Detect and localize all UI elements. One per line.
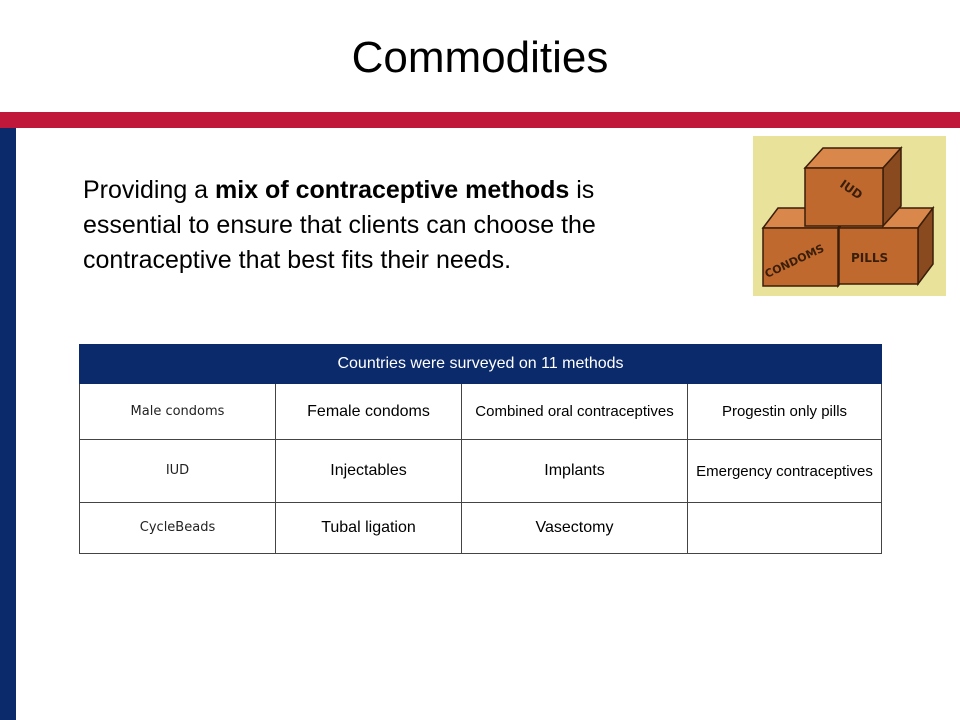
table-cell: Combined oral contraceptives: [462, 384, 688, 440]
table-cell: CycleBeads: [80, 503, 276, 554]
condoms-box-label: CONDOMS: [762, 241, 827, 281]
iud-box: [805, 148, 901, 226]
table-cell: IUD: [80, 440, 276, 503]
iud-box-label: IUD: [837, 176, 866, 203]
table-cell: Female condoms: [276, 384, 462, 440]
intro-text-end: is essential to ensure that clients can choose the contraceptive that best fits their needs.: [83, 176, 596, 274]
table-row: [80, 503, 882, 554]
table-header-row: [80, 345, 882, 384]
table-header: Countries were surveyed on 11 methods: [80, 345, 882, 384]
table-cell: Implants: [462, 440, 688, 503]
table-cell: Injectables: [276, 440, 462, 503]
intro-text-bold: mix of contraceptive methods: [215, 176, 570, 204]
table-row: [80, 440, 882, 503]
table-row: [80, 384, 882, 440]
pills-box-label: PILLS: [851, 251, 889, 265]
contraceptive-boxes-illustration: [753, 136, 946, 296]
table-cell: Vasectomy: [462, 503, 688, 554]
table-cell: Tubal ligation: [276, 503, 462, 554]
red-divider-band: [0, 112, 960, 128]
methods-table: [79, 344, 882, 554]
table-cell: Progestin only pills: [688, 384, 882, 440]
table-cell: Male condoms: [80, 384, 276, 440]
intro-paragraph: [83, 173, 683, 278]
left-accent-bar: [0, 128, 16, 720]
slide-title: Commodities: [351, 33, 609, 82]
intro-text-start: Providing a: [83, 176, 216, 204]
table-cell: Emergency contraceptives: [688, 440, 882, 503]
table-cell-empty: [688, 503, 882, 554]
